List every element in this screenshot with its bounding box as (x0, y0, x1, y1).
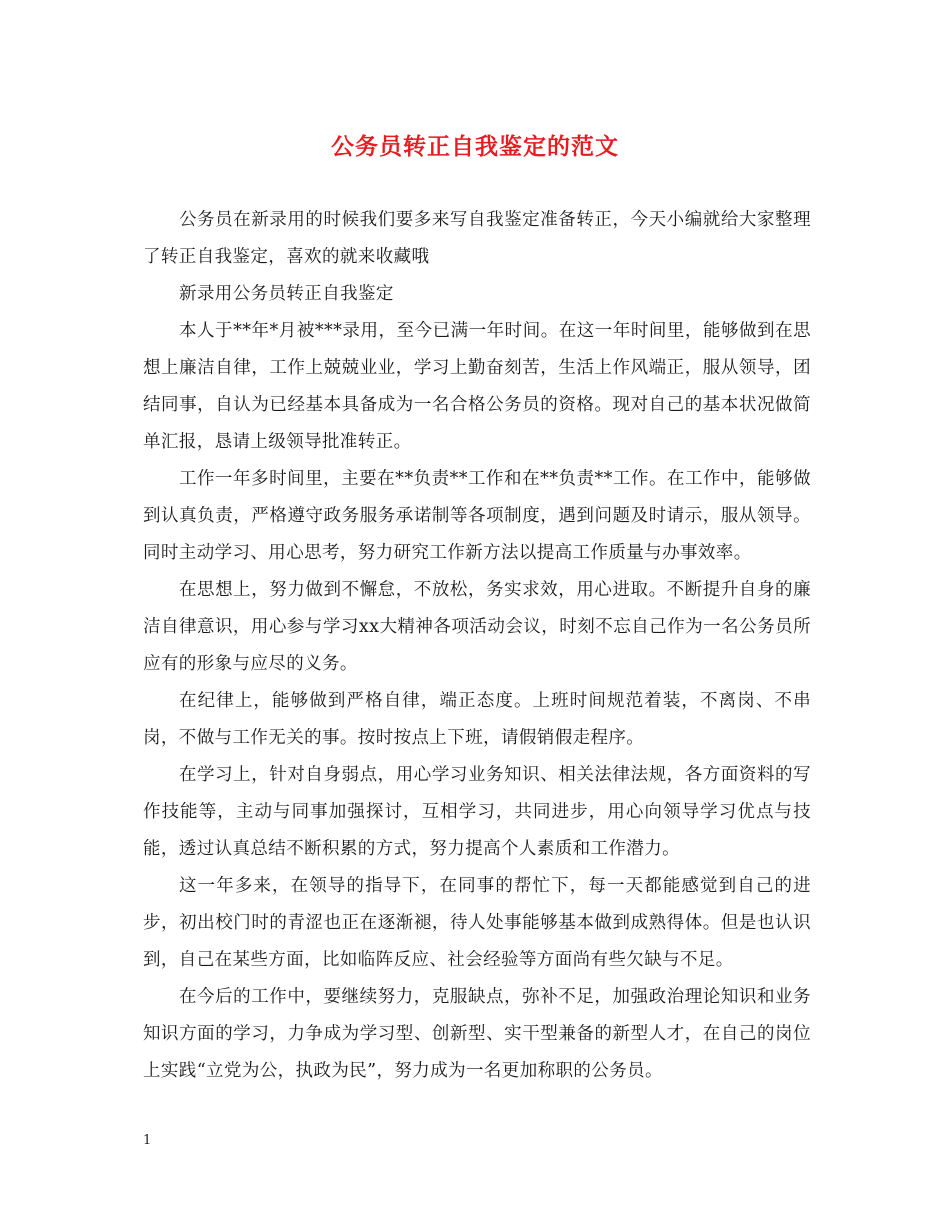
paragraph-reflection: 这一年多来，在领导的指导下，在同事的帮忙下，每一天都能感觉到自己的进步，初出校门时的青涩也正在逐渐褪，待人处事能够基本做到成熟得体。但是也认识到，自己在某些方面，比如临阵反应、社会经验等方面尚有些欠缺与不足。 (143, 876, 811, 970)
paragraph-intro: 公务员在新录用的时候我们要多来写自我鉴定准备转正，今天小编就给大家整理了转正自我鉴定，喜欢的就来收藏哦 (143, 210, 811, 267)
paragraph-study: 在学习上，针对自身弱点，用心学习业务知识、相关法律法规，各方面资料的写作技能等，主动与同事加强探讨，互相学习，共同进步，用心向领导学习优点与技能，透过认真总结不断积累的方式，努力提高个人素质和工作潜力。 (143, 765, 811, 859)
document-title: 公务员转正自我鉴定的范文 (331, 133, 619, 160)
paragraph-thought: 在思想上，努力做到不懈怠，不放松，务实求效，用心进取。不断提升自身的廉洁自律意识，用心参与学习xx大精神各项活动会议，时刻不忘自己作为一名公务员所应有的形象与应尽的义务。 (143, 580, 811, 674)
document-body (143, 202, 811, 1090)
paragraph-work: 工作一年多时间里，主要在**负责**工作和在**负责**工作。在工作中，能够做到认真负责，严格遵守政务服务承诺制等各项制度，遇到问题及时请示，服从领导。同时主动学习、用心思考，努力研究工作新方法以提高工作质量与办事效率。 (143, 469, 811, 563)
paragraph-subheading: 新录用公务员转正自我鉴定 (179, 284, 394, 304)
page-number: 1 (143, 1133, 152, 1148)
paragraph-statement: 本人于**年*月被***录用，至今已满一年时间。在这一年时间里，能够做到在思想上廉洁自律，工作上兢兢业业，学习上勤奋刻苦，生活上作风端正，服从领导，团结同事，自认为已经基本具备成为一名合格公务员的资格。现对自己的基本状况做简单汇报，恳请上级领导批准转正。 (143, 321, 811, 452)
paragraph-future: 在今后的工作中，要继续努力，克服缺点，弥补不足，加强政治理论知识和业务知识方面的学习，力争成为学习型、创新型、实干型兼备的新型人才，在自己的岗位上实践“立党为公，执政为民”，努力成为一名更加称职的公务员。 (143, 987, 811, 1081)
paragraph-discipline: 在纪律上，能够做到严格自律，端正态度。上班时间规范着装，不离岗、不串岗，不做与工作无关的事。按时按点上下班，请假销假走程序。 (143, 691, 811, 748)
